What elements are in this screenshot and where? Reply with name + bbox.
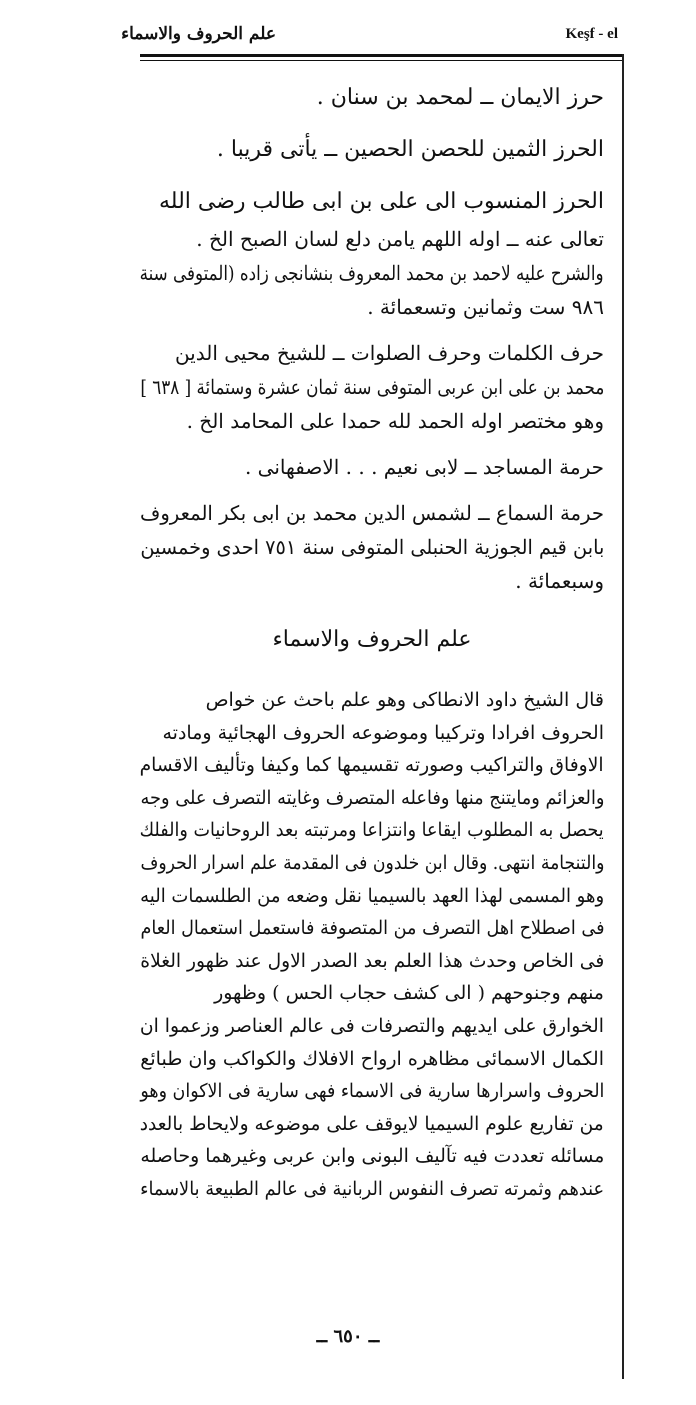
entry: [140, 130, 604, 170]
body-line: فى الخاص وحدث هذا العلم بعد الصدر الاول عند ظهور الغلاة: [140, 949, 604, 972]
entry-line: ٩٨٦ ست وثمانين وتسعمائة .: [367, 295, 604, 319]
body-line: الخوارق على ايديهم والتصرفات فى عالم العناصر وزعموا ان: [140, 1014, 604, 1037]
column-rule: [622, 54, 624, 1379]
body-line: منهم وجنوحهم ( الى كشف حجاب الحس ) وظهور: [214, 982, 604, 1005]
running-head-latin: Keşf - el: [565, 26, 618, 42]
body-line: قال الشيخ داود الانطاكى وهو علم باحث عن خواص: [205, 689, 604, 711]
entry-line: حرز الايمان ــ لمحمد بن سنان .: [316, 85, 604, 110]
entry: [140, 182, 604, 324]
body-line: يحصل به المطلوب ايقاعا وانتزاعا ومرتبته بعد الروحانيات والفلك: [140, 819, 604, 842]
entry: [140, 78, 604, 118]
body-line: والتنجامة انتهى. وقال ابن خلدون فى المقدمة علم اسرار الحروف: [140, 851, 604, 874]
body-line: مسائله تعددت فيه تآليف البونى وابن عربى وغيرهما وحاصله: [140, 1145, 604, 1168]
page-number: ــ ٦٥٠ ــ: [316, 1326, 380, 1347]
body-line: الحروف افرادا وتركيبا وموضوعه الحروف الهجائية ومادته: [162, 721, 604, 744]
entry-line: والشرح عليه لاحمد بن محمد المعروف بنشانجى زاده (المتوفى سنة: [140, 261, 604, 285]
body-line: الحروف واسرارها سارية فى الاسماء فهى سارية فى الاكوان وهو: [140, 1080, 604, 1103]
entry-line: الحرز المنسوب الى على بن ابى طالب رضى الله: [159, 189, 604, 214]
entry-line: محمد بن على ابن عربى المتوفى سنة ثمان عشرة وستمائة [ ٦٣٨ ]: [140, 375, 604, 399]
body-line: من تفاريع علوم السيميا لايوقف على موضوعه ولايحاط بالعدد: [140, 1112, 604, 1135]
body-line: وهو المسمى لهذا العهد بالسيميا نقل وضعه من الطلسمات اليه: [140, 884, 604, 907]
entry-line: حرمة المساجد ــ لابى نعيم . . . الاصفهانى .: [244, 455, 604, 479]
entry-line: الحرز الثمين للحصن الحصين ــ يأتى قريبا .: [216, 137, 604, 162]
header-rule-thin: [140, 60, 624, 61]
body-line: فى اصطلاح اهل التصرف من المتصوفة فاستعمل استعمال العام: [140, 917, 604, 940]
body-line: الاوفاق والتراكيب وصورته تقسيمها كما وكيفا وتأليف الاقسام: [140, 754, 604, 777]
entry-line: تعالى عنه ــ اوله اللهم يامن دلع لسان الصبح الخ .: [196, 227, 604, 251]
entry: [140, 450, 604, 484]
body-line: عندهم وثمرته تصرف النفوس الربانية فى عالم الطبيعة بالاسماء: [140, 1177, 604, 1200]
entry-line: بابن قيم الجوزية الحنبلى المتوفى سنة ٧٥١ احدى وخمسين: [140, 535, 604, 559]
entry-line: وهو مختصر اوله الحمد لله حمدا على المحامد الخ .: [186, 409, 604, 433]
page-header: [121, 22, 624, 52]
header-rule-thick: [140, 54, 624, 57]
entry-line: حرمة السماع ــ لشمس الدين محمد بن ابى بكر المعروف: [140, 501, 604, 525]
entry-line: وسبعمائة .: [515, 569, 604, 593]
section-title: علم الحروف والاسماء: [272, 627, 472, 652]
body-line: والعزائم ومايتنج منها وفاعله المتصرف وغايته التصرف على وجه: [140, 786, 604, 809]
body-line: الكمال الاسمائى مظاهره ارواح الافلاك والكواكب وان طبائع: [140, 1047, 604, 1070]
body-paragraph: [140, 684, 604, 1206]
running-head: علم الحروف والاسماء: [121, 24, 276, 44]
entry: [140, 336, 604, 438]
entry: [140, 496, 604, 598]
entry-line: حرف الكلمات وحرف الصلوات ــ للشيخ محيى الدين: [174, 341, 604, 365]
main-text: [140, 78, 604, 1206]
